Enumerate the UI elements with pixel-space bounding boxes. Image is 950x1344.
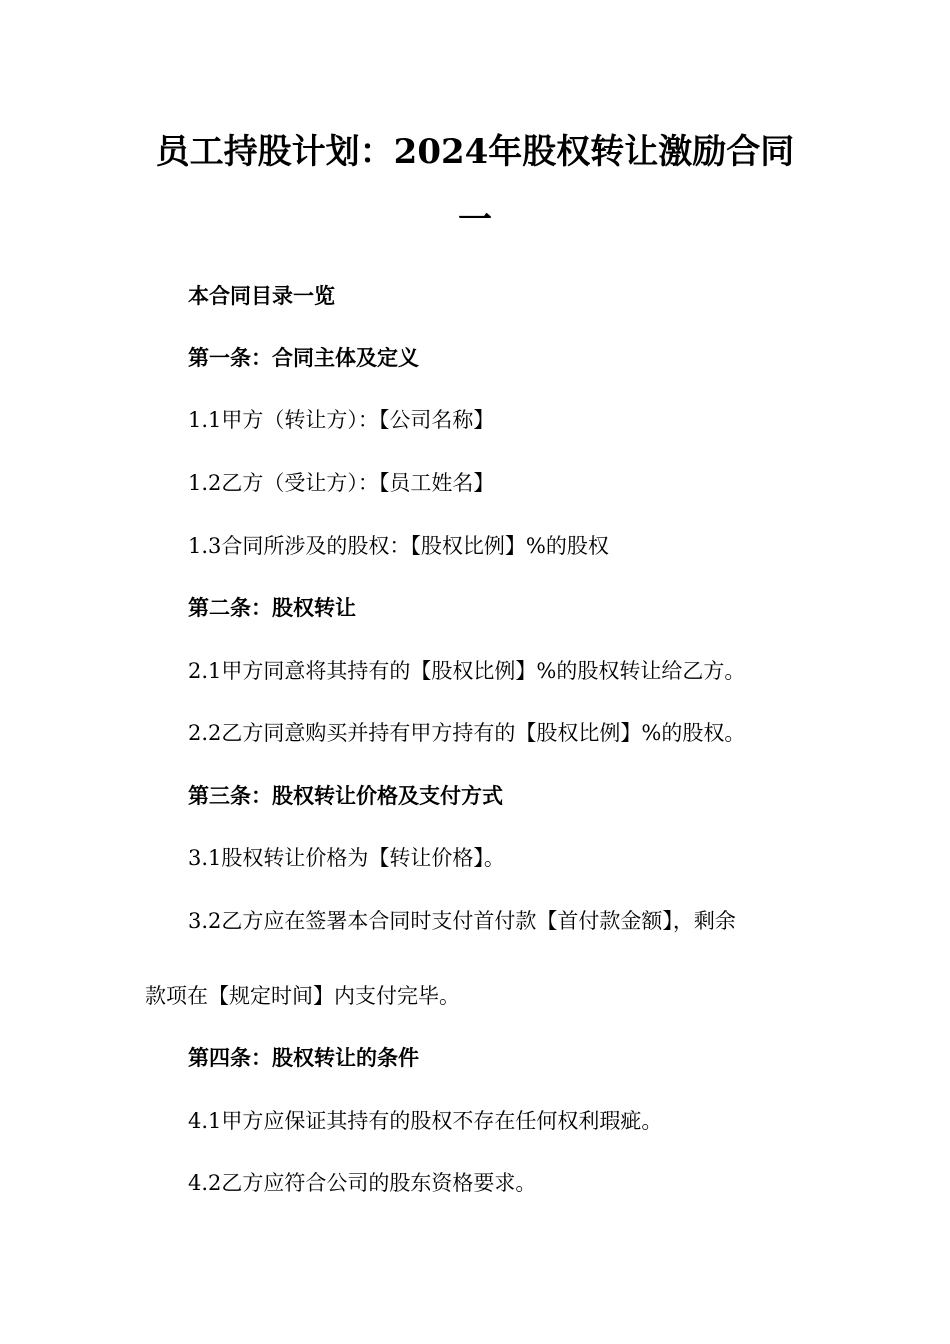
document-title: 员工持股计划：2024年股权转让激励合同 <box>155 132 795 172</box>
clause-1-1: 1.1甲方（转让方）：【公司名称】 <box>188 408 495 432</box>
article-3-heading: 第三条：股权转让价格及支付方式 <box>188 783 503 808</box>
clause-3-2-continuation: 款项在【规定时间】内支付完毕。 <box>145 984 460 1008</box>
toc-heading: 本合同目录一览 <box>188 283 335 308</box>
article-4-heading: 第四条：股权转让的条件 <box>188 1045 419 1070</box>
clause-4-2: 4.2乙方应符合公司的股东资格要求。 <box>188 1171 537 1195</box>
article-2-heading: 第二条：股权转让 <box>188 595 356 620</box>
article-1-heading: 第一条：合同主体及定义 <box>188 345 419 370</box>
clause-1-2: 1.2乙方（受让方）：【员工姓名】 <box>188 471 495 495</box>
clause-2-1: 2.1甲方同意将其持有的【股权比例】%的股权转让给乙方。 <box>188 659 746 683</box>
clause-3-1: 3.1股权转让价格为【转让价格】。 <box>188 846 505 870</box>
clause-2-2: 2.2乙方同意购买并持有甲方持有的【股权比例】%的股权。 <box>188 721 746 745</box>
clause-4-1: 4.1甲方应保证其持有的股权不存在任何权利瑕疵。 <box>188 1109 663 1133</box>
clause-1-3: 1.3合同所涉及的股权：【股权比例】%的股权 <box>188 534 609 558</box>
document-title-continuation: 一 <box>458 200 492 240</box>
clause-3-2: 3.2乙方应在签署本合同时支付首付款【首付款金额】，剩余 <box>188 909 736 933</box>
